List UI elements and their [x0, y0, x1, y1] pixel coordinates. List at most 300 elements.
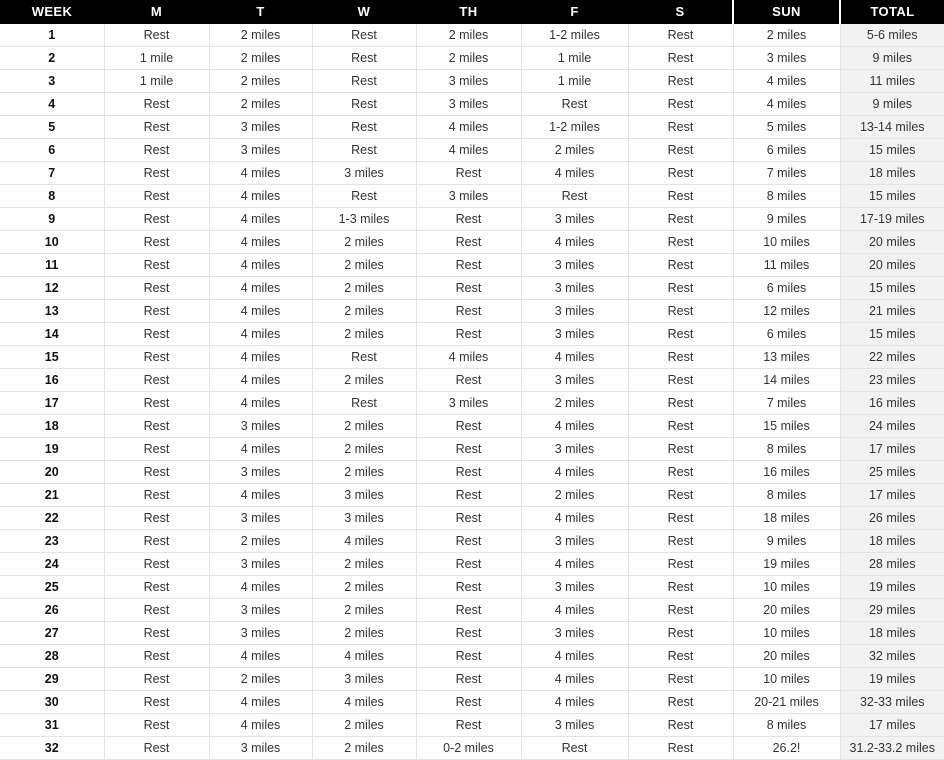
- cell-sun: 11 miles: [733, 254, 840, 277]
- table-row: [0, 737, 944, 760]
- cell-s: Rest: [628, 392, 733, 415]
- cell-th: Rest: [416, 254, 521, 277]
- cell-week: 12: [0, 277, 104, 300]
- cell-week: 6: [0, 139, 104, 162]
- cell-f: Rest: [521, 737, 628, 760]
- cell-t: 2 miles: [209, 93, 312, 116]
- table-row: [0, 185, 944, 208]
- cell-t: 3 miles: [209, 737, 312, 760]
- cell-t: 4 miles: [209, 691, 312, 714]
- cell-week: 24: [0, 553, 104, 576]
- cell-t: 4 miles: [209, 484, 312, 507]
- table-row: [0, 645, 944, 668]
- cell-sun: 9 miles: [733, 208, 840, 231]
- cell-sun: 20 miles: [733, 645, 840, 668]
- cell-m: Rest: [104, 277, 209, 300]
- cell-sun: 6 miles: [733, 323, 840, 346]
- cell-week: 29: [0, 668, 104, 691]
- cell-th: Rest: [416, 645, 521, 668]
- cell-sun: 4 miles: [733, 93, 840, 116]
- table-row: [0, 668, 944, 691]
- table-row: [0, 323, 944, 346]
- cell-m: Rest: [104, 323, 209, 346]
- table-row: [0, 461, 944, 484]
- cell-week: 14: [0, 323, 104, 346]
- cell-w: 2 miles: [312, 254, 416, 277]
- cell-w: 4 miles: [312, 645, 416, 668]
- cell-sun: 8 miles: [733, 714, 840, 737]
- cell-total: 17-19 miles: [840, 208, 944, 231]
- cell-s: Rest: [628, 70, 733, 93]
- cell-w: 2 miles: [312, 323, 416, 346]
- cell-w: 4 miles: [312, 691, 416, 714]
- cell-s: Rest: [628, 645, 733, 668]
- column-header-t[interactable]: T: [209, 0, 312, 24]
- cell-w: 2 miles: [312, 438, 416, 461]
- cell-m: Rest: [104, 162, 209, 185]
- cell-m: Rest: [104, 415, 209, 438]
- cell-sun: 26.2!: [733, 737, 840, 760]
- cell-sun: 20-21 miles: [733, 691, 840, 714]
- cell-total: 18 miles: [840, 530, 944, 553]
- cell-f: Rest: [521, 93, 628, 116]
- cell-total: 31.2-33.2 miles: [840, 737, 944, 760]
- cell-th: 3 miles: [416, 185, 521, 208]
- cell-m: Rest: [104, 300, 209, 323]
- cell-f: 3 miles: [521, 208, 628, 231]
- cell-total: 11 miles: [840, 70, 944, 93]
- cell-total: 20 miles: [840, 231, 944, 254]
- cell-week: 16: [0, 369, 104, 392]
- cell-f: 3 miles: [521, 369, 628, 392]
- cell-t: 2 miles: [209, 668, 312, 691]
- cell-t: 3 miles: [209, 507, 312, 530]
- cell-th: Rest: [416, 277, 521, 300]
- cell-m: Rest: [104, 208, 209, 231]
- table-row: [0, 346, 944, 369]
- table-row: [0, 438, 944, 461]
- cell-m: Rest: [104, 599, 209, 622]
- cell-t: 4 miles: [209, 369, 312, 392]
- cell-s: Rest: [628, 162, 733, 185]
- cell-w: 4 miles: [312, 530, 416, 553]
- cell-w: Rest: [312, 185, 416, 208]
- cell-f: 4 miles: [521, 553, 628, 576]
- cell-th: Rest: [416, 507, 521, 530]
- cell-w: 2 miles: [312, 714, 416, 737]
- cell-w: Rest: [312, 93, 416, 116]
- cell-s: Rest: [628, 323, 733, 346]
- cell-s: Rest: [628, 300, 733, 323]
- cell-t: 4 miles: [209, 162, 312, 185]
- cell-m: Rest: [104, 484, 209, 507]
- cell-th: Rest: [416, 576, 521, 599]
- cell-t: 4 miles: [209, 323, 312, 346]
- cell-w: 3 miles: [312, 668, 416, 691]
- column-header-m[interactable]: M: [104, 0, 209, 24]
- cell-week: 2: [0, 47, 104, 70]
- cell-week: 21: [0, 484, 104, 507]
- cell-t: 3 miles: [209, 553, 312, 576]
- cell-sun: 6 miles: [733, 139, 840, 162]
- cell-f: 2 miles: [521, 139, 628, 162]
- table-row: [0, 162, 944, 185]
- table-row: [0, 277, 944, 300]
- cell-total: 17 miles: [840, 714, 944, 737]
- cell-total: 21 miles: [840, 300, 944, 323]
- cell-total: 22 miles: [840, 346, 944, 369]
- cell-total: 15 miles: [840, 139, 944, 162]
- column-header-s[interactable]: S: [628, 0, 733, 24]
- cell-week: 11: [0, 254, 104, 277]
- cell-w: Rest: [312, 392, 416, 415]
- cell-total: 15 miles: [840, 185, 944, 208]
- table-row: [0, 622, 944, 645]
- cell-th: Rest: [416, 300, 521, 323]
- cell-f: 1-2 miles: [521, 116, 628, 139]
- cell-s: Rest: [628, 346, 733, 369]
- cell-total: 28 miles: [840, 553, 944, 576]
- cell-th: Rest: [416, 162, 521, 185]
- cell-w: Rest: [312, 116, 416, 139]
- cell-s: Rest: [628, 484, 733, 507]
- table-row: [0, 415, 944, 438]
- table-row: [0, 70, 944, 93]
- cell-sun: 8 miles: [733, 185, 840, 208]
- cell-total: 19 miles: [840, 668, 944, 691]
- cell-s: Rest: [628, 185, 733, 208]
- cell-t: 4 miles: [209, 277, 312, 300]
- cell-t: 3 miles: [209, 139, 312, 162]
- cell-m: Rest: [104, 116, 209, 139]
- cell-f: 3 miles: [521, 622, 628, 645]
- cell-m: Rest: [104, 392, 209, 415]
- cell-m: Rest: [104, 461, 209, 484]
- cell-f: 4 miles: [521, 645, 628, 668]
- cell-t: 3 miles: [209, 116, 312, 139]
- cell-f: 4 miles: [521, 346, 628, 369]
- cell-m: Rest: [104, 553, 209, 576]
- cell-total: 18 miles: [840, 162, 944, 185]
- cell-total: 23 miles: [840, 369, 944, 392]
- cell-th: Rest: [416, 691, 521, 714]
- cell-week: 10: [0, 231, 104, 254]
- cell-week: 17: [0, 392, 104, 415]
- cell-w: 2 miles: [312, 277, 416, 300]
- cell-s: Rest: [628, 530, 733, 553]
- table-row: [0, 599, 944, 622]
- cell-total: 15 miles: [840, 323, 944, 346]
- cell-f: 4 miles: [521, 599, 628, 622]
- cell-week: 8: [0, 185, 104, 208]
- table-row: [0, 392, 944, 415]
- cell-t: 2 miles: [209, 47, 312, 70]
- cell-f: Rest: [521, 185, 628, 208]
- cell-week: 1: [0, 24, 104, 47]
- cell-week: 27: [0, 622, 104, 645]
- cell-total: 16 miles: [840, 392, 944, 415]
- table-row: [0, 208, 944, 231]
- cell-t: 3 miles: [209, 461, 312, 484]
- cell-t: 4 miles: [209, 300, 312, 323]
- table-row: [0, 530, 944, 553]
- cell-m: Rest: [104, 24, 209, 47]
- header-row: [0, 0, 944, 24]
- cell-sun: 19 miles: [733, 553, 840, 576]
- cell-week: 31: [0, 714, 104, 737]
- cell-s: Rest: [628, 139, 733, 162]
- cell-m: Rest: [104, 507, 209, 530]
- cell-f: 3 miles: [521, 714, 628, 737]
- cell-th: Rest: [416, 484, 521, 507]
- column-header-sun[interactable]: SUN: [733, 0, 840, 24]
- cell-f: 2 miles: [521, 484, 628, 507]
- cell-th: Rest: [416, 461, 521, 484]
- cell-f: 4 miles: [521, 668, 628, 691]
- cell-th: Rest: [416, 553, 521, 576]
- cell-sun: 20 miles: [733, 599, 840, 622]
- cell-sun: 6 miles: [733, 277, 840, 300]
- cell-m: Rest: [104, 622, 209, 645]
- cell-th: Rest: [416, 231, 521, 254]
- table-row: [0, 231, 944, 254]
- cell-total: 25 miles: [840, 461, 944, 484]
- cell-f: 4 miles: [521, 461, 628, 484]
- cell-week: 5: [0, 116, 104, 139]
- cell-m: Rest: [104, 691, 209, 714]
- cell-week: 32: [0, 737, 104, 760]
- cell-week: 20: [0, 461, 104, 484]
- cell-f: 1 mile: [521, 47, 628, 70]
- cell-w: 2 miles: [312, 369, 416, 392]
- cell-s: Rest: [628, 622, 733, 645]
- cell-week: 26: [0, 599, 104, 622]
- cell-m: Rest: [104, 369, 209, 392]
- cell-th: Rest: [416, 622, 521, 645]
- cell-f: 3 miles: [521, 254, 628, 277]
- cell-w: 2 miles: [312, 622, 416, 645]
- cell-m: Rest: [104, 438, 209, 461]
- table-row: [0, 553, 944, 576]
- cell-total: 20 miles: [840, 254, 944, 277]
- cell-th: 4 miles: [416, 139, 521, 162]
- cell-total: 19 miles: [840, 576, 944, 599]
- cell-t: 2 miles: [209, 70, 312, 93]
- cell-th: Rest: [416, 668, 521, 691]
- cell-w: Rest: [312, 24, 416, 47]
- cell-week: 15: [0, 346, 104, 369]
- cell-m: 1 mile: [104, 47, 209, 70]
- cell-sun: 10 miles: [733, 668, 840, 691]
- cell-w: 2 miles: [312, 461, 416, 484]
- cell-t: 2 miles: [209, 530, 312, 553]
- cell-w: 3 miles: [312, 507, 416, 530]
- cell-total: 9 miles: [840, 47, 944, 70]
- cell-s: Rest: [628, 576, 733, 599]
- table-row: [0, 714, 944, 737]
- cell-th: 4 miles: [416, 116, 521, 139]
- cell-w: 2 miles: [312, 231, 416, 254]
- cell-w: Rest: [312, 70, 416, 93]
- cell-w: 1-3 miles: [312, 208, 416, 231]
- cell-w: 2 miles: [312, 415, 416, 438]
- cell-m: Rest: [104, 254, 209, 277]
- column-header-w[interactable]: W: [312, 0, 416, 24]
- cell-sun: 4 miles: [733, 70, 840, 93]
- table-row: [0, 93, 944, 116]
- cell-sun: 8 miles: [733, 438, 840, 461]
- cell-sun: 16 miles: [733, 461, 840, 484]
- cell-week: 9: [0, 208, 104, 231]
- cell-s: Rest: [628, 116, 733, 139]
- cell-s: Rest: [628, 231, 733, 254]
- cell-th: 0-2 miles: [416, 737, 521, 760]
- cell-f: 4 miles: [521, 507, 628, 530]
- column-header-f[interactable]: F: [521, 0, 628, 24]
- table-row: [0, 484, 944, 507]
- cell-week: 4: [0, 93, 104, 116]
- cell-s: Rest: [628, 668, 733, 691]
- cell-th: 3 miles: [416, 392, 521, 415]
- cell-s: Rest: [628, 208, 733, 231]
- cell-m: Rest: [104, 576, 209, 599]
- cell-week: 30: [0, 691, 104, 714]
- cell-s: Rest: [628, 553, 733, 576]
- column-header-th[interactable]: TH: [416, 0, 521, 24]
- cell-w: 2 miles: [312, 300, 416, 323]
- cell-total: 5-6 miles: [840, 24, 944, 47]
- cell-s: Rest: [628, 415, 733, 438]
- cell-m: Rest: [104, 231, 209, 254]
- cell-total: 24 miles: [840, 415, 944, 438]
- cell-s: Rest: [628, 737, 733, 760]
- table-row: [0, 369, 944, 392]
- cell-s: Rest: [628, 599, 733, 622]
- cell-t: 4 miles: [209, 392, 312, 415]
- table-row: [0, 116, 944, 139]
- cell-sun: 7 miles: [733, 392, 840, 415]
- cell-sun: 10 miles: [733, 231, 840, 254]
- cell-m: Rest: [104, 737, 209, 760]
- cell-f: 3 miles: [521, 576, 628, 599]
- cell-m: Rest: [104, 668, 209, 691]
- table-row: [0, 254, 944, 277]
- cell-w: 2 miles: [312, 553, 416, 576]
- cell-th: Rest: [416, 208, 521, 231]
- cell-t: 4 miles: [209, 714, 312, 737]
- cell-th: 2 miles: [416, 47, 521, 70]
- cell-sun: 14 miles: [733, 369, 840, 392]
- table-row: [0, 139, 944, 162]
- table-row: [0, 576, 944, 599]
- cell-sun: 9 miles: [733, 530, 840, 553]
- cell-th: 4 miles: [416, 346, 521, 369]
- cell-m: Rest: [104, 346, 209, 369]
- table-row: [0, 300, 944, 323]
- cell-total: 13-14 miles: [840, 116, 944, 139]
- cell-week: 7: [0, 162, 104, 185]
- cell-week: 13: [0, 300, 104, 323]
- cell-s: Rest: [628, 369, 733, 392]
- cell-w: 3 miles: [312, 484, 416, 507]
- cell-m: Rest: [104, 645, 209, 668]
- cell-week: 3: [0, 70, 104, 93]
- cell-w: 2 miles: [312, 737, 416, 760]
- cell-m: Rest: [104, 139, 209, 162]
- cell-t: 4 miles: [209, 346, 312, 369]
- cell-f: 3 miles: [521, 277, 628, 300]
- cell-week: 25: [0, 576, 104, 599]
- cell-f: 4 miles: [521, 231, 628, 254]
- cell-sun: 5 miles: [733, 116, 840, 139]
- cell-t: 4 miles: [209, 208, 312, 231]
- cell-f: 3 miles: [521, 300, 628, 323]
- cell-sun: 10 miles: [733, 576, 840, 599]
- cell-t: 4 miles: [209, 576, 312, 599]
- column-header-total[interactable]: TOTAL: [840, 0, 944, 24]
- cell-total: 9 miles: [840, 93, 944, 116]
- cell-sun: 12 miles: [733, 300, 840, 323]
- cell-t: 4 miles: [209, 185, 312, 208]
- cell-t: 3 miles: [209, 599, 312, 622]
- cell-sun: 7 miles: [733, 162, 840, 185]
- cell-f: 1-2 miles: [521, 24, 628, 47]
- cell-sun: 13 miles: [733, 346, 840, 369]
- table-row: [0, 507, 944, 530]
- cell-t: 3 miles: [209, 415, 312, 438]
- cell-th: Rest: [416, 599, 521, 622]
- cell-th: Rest: [416, 369, 521, 392]
- cell-m: Rest: [104, 185, 209, 208]
- cell-sun: 8 miles: [733, 484, 840, 507]
- column-header-week[interactable]: WEEK: [0, 0, 104, 24]
- cell-sun: 3 miles: [733, 47, 840, 70]
- cell-w: 3 miles: [312, 162, 416, 185]
- cell-w: Rest: [312, 346, 416, 369]
- cell-s: Rest: [628, 714, 733, 737]
- cell-m: Rest: [104, 714, 209, 737]
- cell-s: Rest: [628, 507, 733, 530]
- cell-s: Rest: [628, 93, 733, 116]
- cell-f: 4 miles: [521, 691, 628, 714]
- cell-m: Rest: [104, 530, 209, 553]
- cell-s: Rest: [628, 47, 733, 70]
- table-header: [0, 0, 944, 24]
- cell-f: 3 miles: [521, 438, 628, 461]
- cell-s: Rest: [628, 254, 733, 277]
- cell-s: Rest: [628, 691, 733, 714]
- cell-th: 2 miles: [416, 24, 521, 47]
- cell-w: Rest: [312, 139, 416, 162]
- cell-total: 17 miles: [840, 438, 944, 461]
- cell-s: Rest: [628, 438, 733, 461]
- cell-f: 4 miles: [521, 415, 628, 438]
- table-body: [0, 24, 944, 760]
- table-row: [0, 24, 944, 47]
- cell-total: 32-33 miles: [840, 691, 944, 714]
- cell-week: 28: [0, 645, 104, 668]
- cell-t: 2 miles: [209, 24, 312, 47]
- cell-t: 4 miles: [209, 438, 312, 461]
- cell-total: 15 miles: [840, 277, 944, 300]
- cell-w: 2 miles: [312, 599, 416, 622]
- cell-w: 2 miles: [312, 576, 416, 599]
- cell-th: Rest: [416, 323, 521, 346]
- cell-th: 3 miles: [416, 70, 521, 93]
- table-row: [0, 47, 944, 70]
- cell-total: 29 miles: [840, 599, 944, 622]
- cell-week: 23: [0, 530, 104, 553]
